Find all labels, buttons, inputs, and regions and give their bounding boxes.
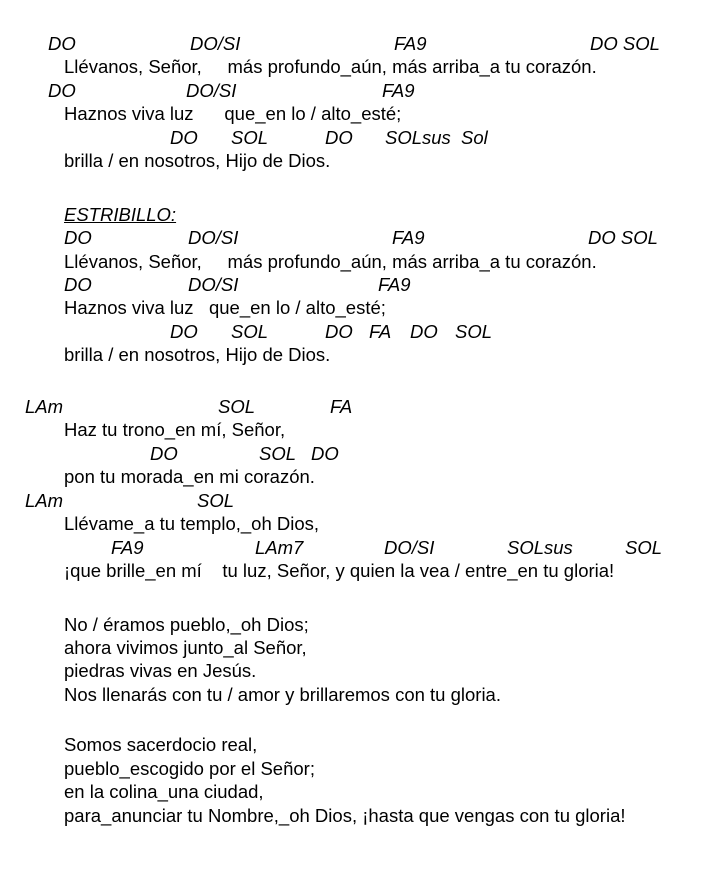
chord: DO/SI [190, 33, 241, 54]
lyric-line: pueblo_escogido por el Señor; [64, 758, 315, 779]
chord: FA9 [378, 274, 411, 295]
lyric-line: ¡que brille_en mí tu luz, Señor, y quien la vea / entre_en tu gloria! [64, 560, 615, 581]
lyric-line: piedras vivas en Jesús. [64, 660, 257, 681]
chord: SOL [231, 321, 269, 342]
chord: DO [410, 321, 438, 342]
chord: DO [48, 33, 76, 54]
chord: DO/SI [188, 227, 239, 248]
chord: LAm7 [255, 537, 304, 558]
chord: SOL [259, 443, 297, 464]
chord: DO [325, 127, 353, 148]
lyric-line: Somos sacerdocio real, [64, 734, 258, 755]
chord: SOL [197, 490, 235, 511]
chord: FA9 [111, 537, 144, 558]
chord: SOL [455, 321, 493, 342]
chord: DO [150, 443, 178, 464]
chord: DO/SI [384, 537, 435, 558]
chord: SOLsus [507, 537, 573, 558]
chord: LAm [25, 490, 64, 511]
chord: DO/SI [186, 80, 237, 101]
chord: LAm [25, 396, 64, 417]
chord: DO [48, 80, 76, 101]
lyric-line: Llévanos, Señor, más profundo_aún, más arriba_a tu corazón. [64, 56, 597, 77]
lyric-line: Llévanos, Señor, más profundo_aún, más arriba_a tu corazón. [64, 251, 597, 272]
chord: FA [369, 321, 392, 342]
chord: DO [64, 274, 92, 295]
chord: DO/SI [188, 274, 239, 295]
chord: FA [330, 396, 353, 417]
lyric-line: Haz tu trono_en mí, Señor, [64, 419, 286, 440]
lyric-line: brilla / en nosotros, Hijo de Dios. [64, 150, 331, 171]
chord: DO [170, 127, 198, 148]
lyric-line: en la colina_una ciudad, [64, 781, 264, 802]
chord: FA9 [392, 227, 425, 248]
chord: SOL [231, 127, 269, 148]
chorus-heading: ESTRIBILLO: [64, 204, 177, 225]
lyric-line: Haznos viva luz que_en lo / alto_esté; [64, 103, 402, 124]
lyric-line: pon tu morada_en mi corazón. [64, 466, 315, 487]
lyric-line: No / éramos pueblo,_oh Dios; [64, 614, 309, 635]
chord: Sol [461, 127, 488, 148]
chord: DO [64, 227, 92, 248]
chord: DO [325, 321, 353, 342]
chord: SOL [218, 396, 256, 417]
chord: DO [311, 443, 339, 464]
chord: SOL [625, 537, 663, 558]
chord: FA9 [394, 33, 427, 54]
chord: DO [170, 321, 198, 342]
lyric-line: Haznos viva luz que_en lo / alto_esté; [64, 297, 386, 318]
lyric-line: para_anunciar tu Nombre,_oh Dios, ¡hasta que vengas con tu gloria! [64, 805, 626, 826]
lyric-line: ahora vivimos junto_al Señor, [64, 637, 307, 658]
lyric-line: Llévame_a tu templo,_oh Dios, [64, 513, 320, 534]
chord: FA9 [382, 80, 415, 101]
lyric-line: brilla / en nosotros, Hijo de Dios. [64, 344, 331, 365]
chord: SOLsus [385, 127, 451, 148]
lyric-line: Nos llenarás con tu / amor y brillaremos con tu gloria. [64, 684, 501, 705]
chord: DO SOL [590, 33, 660, 54]
chord: DO SOL [588, 227, 658, 248]
